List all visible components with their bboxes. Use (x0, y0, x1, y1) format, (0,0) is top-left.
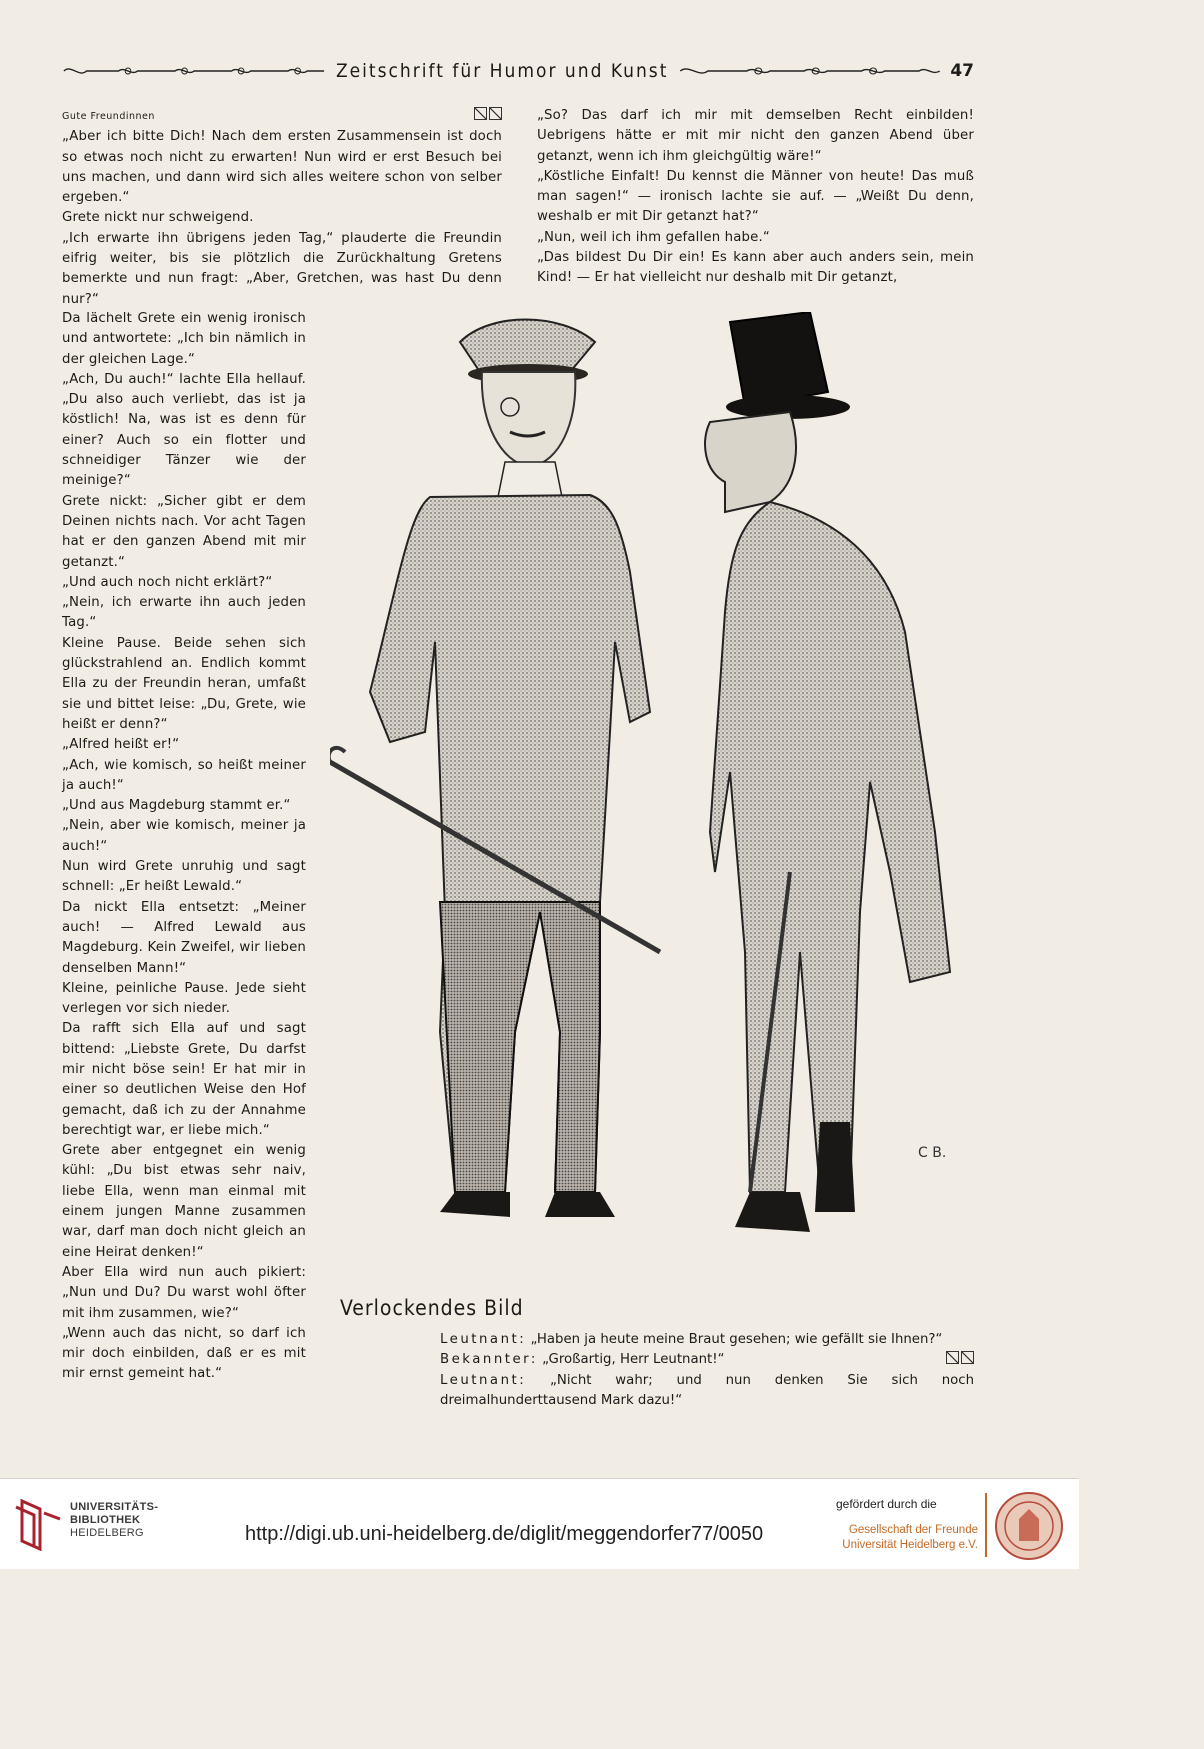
university-seal-icon (994, 1491, 1064, 1561)
paragraph: „Alfred heißt er!“ (62, 737, 180, 753)
magazine-title: Zeitschrift für Humor und Kunst (335, 60, 669, 82)
officer-figure (330, 320, 660, 1218)
paragraph: „Nun, weil ich ihm gefallen habe.“ (537, 229, 770, 245)
paragraph: „Aber ich bitte Dich! Nach dem ersten Zusammensein ist doch so etwas noch nicht zu erwarten! Nun wird er erst Besuch bei uns machen, und dann wird sich alles weitere schon von selber ergeben.“ (62, 129, 502, 206)
section-mark-icon (961, 1351, 974, 1364)
paragraph: Kleine Pause. Beide sehen sich glückstrahlend an. Endlich kommt Ella zu der Freundin heran, umfaßt sie und bittet leise: „Du, Grete, wie heißt er denn?“ (62, 635, 306, 732)
paragraph: Aber Ella wird nun auch pikiert: „Nun und Du? Du warst wohl öfter mit ihm zusammen, wie?“ (62, 1264, 306, 1321)
dialog-text: „Großartig, Herr Leutnant!“ (542, 1352, 725, 1368)
paragraph: Kleine, peinliche Pause. Jede sieht verlegen vor sich nieder. (62, 980, 306, 1017)
left-column-narrow (62, 309, 306, 1385)
dialog-line (440, 1371, 974, 1412)
gentleman-figure (705, 312, 950, 1232)
dialog-line (440, 1350, 974, 1370)
paragraph: „Wenn auch das nicht, so darf ich mir doch einbilden, daß er es mit mir ernst gemeint hat.“ (62, 1325, 306, 1382)
paragraph: „Ach, Du auch!“ lachte Ella hellauf. „Du also auch verliebt, das ist ja köstlich! Na, was ist es denn für einer? Auch so ein flotter und schneidiger Tänzer wie der meinige?“ (62, 371, 306, 489)
paragraph: „Und auch noch nicht erklärt?“ (62, 574, 273, 590)
paragraph: „So? Das darf ich mir mit demselben Recht einbilden! Uebrigens hätte er mit mir nicht den ganzen Abend über getanzt, wenn ich ihm gleichgültig wäre!“ (537, 108, 974, 164)
right-column (537, 106, 974, 289)
section-label: Gute Freundinnen (62, 106, 502, 127)
speaker: Leutnant: (440, 1332, 527, 1347)
paragraph: Nun wird Grete unruhig und sagt schnell: „Er heißt Lewald.“ (62, 859, 306, 895)
speaker: Leutnant: (440, 1372, 527, 1388)
paragraph: „Und aus Magdeburg stammt er.“ (62, 798, 291, 814)
paragraph: Da nickt Ella entsetzt: „Meiner auch! — Alfred Lewald aus Magdeburg. Kein Zweifel, wir lieben denselben Mann!“ (62, 899, 306, 976)
caption-title: Verlockendes Bild (340, 1296, 524, 1320)
section-mark-icon (474, 107, 487, 120)
illustration-officer-and-gentleman (330, 312, 990, 1287)
paragraph: „Nein, ich erwarte ihn auch jeden Tag.“ (62, 595, 306, 631)
page-header (62, 58, 974, 84)
dialog-line (440, 1330, 974, 1350)
speaker: Bekannter: (440, 1352, 538, 1368)
dialog-text: „Nicht wahr; und nun denken Sie sich noch dreimalhunderttausend Mark dazu!“ (440, 1372, 974, 1408)
paragraph: Da lächelt Grete ein wenig ironisch und antwortete: „Ich bin nämlich in der gleichen Lage.“ (62, 311, 306, 367)
sponsor-name: Gesellschaft der Freunde Universität Heidelberg e.V. (842, 1524, 978, 1551)
library-name: UNIVERSITÄTS- BIBLIOTHEK HEIDELBERG (70, 1501, 159, 1539)
paragraph: Grete nickt nur schweigend. (62, 210, 254, 226)
paragraph: „Ich erwarte ihn übrigens jeden Tag,“ plauderte die Freundin eifrig weiter, bis sie plötzlich die Zurückhaltung Gretens bemerkte und nun fragt: „Aber, Gretchen, was hast Du denn nur?“ (62, 230, 502, 307)
paragraph: „Nein, aber wie komisch, meiner ja auch!“ (62, 818, 306, 854)
dialog-text: „Haben ja heute meine Braut gesehen; wie gefällt sie Ihnen?“ (530, 1332, 943, 1347)
paragraph: Grete aber entgegnet ein wenig kühl: „Du bist etwas sehr naiv, liebe Ella, wenn man einmal mit einem jungen Manne zusammen war, darf man doch nicht gleich an eine Heirat denken!“ (62, 1143, 306, 1260)
header-ornament-left (62, 64, 326, 78)
sponsor-divider (985, 1493, 987, 1557)
section-mark-icon (946, 1351, 959, 1364)
source-url-link[interactable]: http://digi.ub.uni-heidelberg.de/diglit/meggendorfer77/0050 (245, 1523, 764, 1545)
sponsor-intro: gefördert durch die (836, 1497, 937, 1511)
left-column-top (62, 106, 502, 310)
page-number: 47 (950, 61, 975, 81)
section-mark-icon (489, 107, 502, 120)
digitization-footer (0, 1478, 1079, 1569)
paragraph: „Köstliche Einfalt! Du kennst die Männer von heute! Das muß man sagen!“ — ironisch lachte sie auf. — „Weißt Du denn, weshalb er mit Dir getanzt hat?“ (537, 168, 974, 225)
paragraph: Grete nickt: „Sicher gibt er dem Deinen nichts nach. Vor acht Tagen hat er den ganzen Abend mit mir getanzt.“ (62, 493, 306, 570)
header-ornament-right (678, 64, 942, 78)
caption-dialog (440, 1330, 974, 1411)
library-logo-icon (14, 1499, 64, 1551)
artist-signature: C B. (918, 1145, 947, 1161)
paragraph: „Ach, wie komisch, so heißt meiner ja auch!“ (62, 757, 306, 793)
paragraph: Da rafft sich Ella auf und sagt bittend: „Liebste Grete, Du darfst mir nicht böse sein! Er hat mir in einer so deutlichen Weise den Hof gemacht, daß ich zu der Annahme berechtigt war, er liebe mich.“ (62, 1021, 306, 1138)
paragraph: „Das bildest Du Dir ein! Es kann aber auch anders sein, mein Kind! — Er hat vielleicht nur deshalb mit Dir getanzt, (537, 250, 974, 286)
